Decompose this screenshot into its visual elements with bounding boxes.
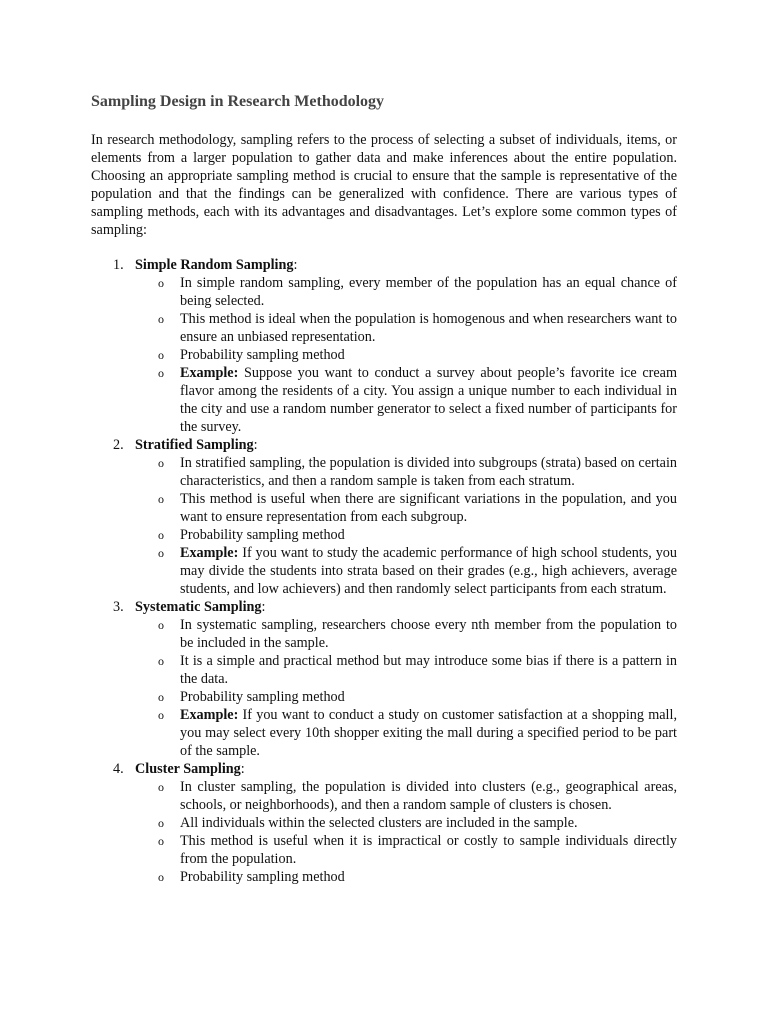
sampling-methods-list [91,256,677,886]
section-number: 3. [113,599,124,615]
bullet-item [91,688,677,706]
bullet-marker: o [158,528,164,542]
bullet-text: All individuals within the selected clusters are included in the sample. [180,815,578,831]
section-name: Systematic Sampling [135,599,262,615]
bullet-marker: o [158,276,164,290]
example-label: Example: [180,365,239,381]
bullet-item [91,616,677,652]
bullet-text: Probability sampling method [180,869,345,885]
bullet-text: Suppose you want to conduct a survey about people’s favorite ice cream flavor among the residents of a city. You assign a unique number to each individual in the city and use a random number generator to select a fixed number of participants for the survey. [180,365,677,435]
bullet-marker: o [158,456,164,470]
bullet-item [91,544,677,598]
section-heading [91,598,677,616]
section-heading [91,256,677,274]
section-name-suffix: : [293,257,298,273]
bullet-marker: o [158,546,164,560]
bullet-item [91,652,677,688]
section-name-suffix: : [261,599,266,615]
bullet-marker: o [158,690,164,704]
section-number: 1. [113,257,124,273]
bullet-text: Probability sampling method [180,347,345,363]
bullet-text: If you want to conduct a study on customer satisfaction at a shopping mall, you may select every 10th shopper exiting the mall during a specified period to be part of the sample. [180,707,677,759]
bullet-item [91,274,677,310]
bullet-item [91,814,677,832]
bullet-text: If you want to study the academic performance of high school students, you may divide the students into strata based on their grades (e.g., high achievers, average students, and low achievers) and then randomly select participants from each stratum. [180,545,677,597]
bullet-text: Probability sampling method [180,689,345,705]
bullet-item [91,454,677,490]
example-label: Example: [180,707,239,723]
section-name: Stratified Sampling [135,437,254,453]
bullet-marker: o [158,654,164,668]
bullet-marker: o [158,348,164,362]
bullet-text: This method is ideal when the population is homogenous and when researchers want to ensure an unbiased representation. [180,311,677,345]
section-number: 4. [113,761,124,777]
bullet-item [91,832,677,868]
section-heading [91,436,677,454]
bullet-marker: o [158,834,164,848]
section-name-suffix: : [240,761,245,777]
bullet-text: In stratified sampling, the population is divided into subgroups (strata) based on certain characteristics, and then a random sample is taken from each stratum. [180,455,677,489]
bullet-item [91,868,677,886]
bullet-item [91,346,677,364]
bullet-item [91,778,677,814]
bullet-text: In systematic sampling, researchers choose every nth member from the population to be included in the sample. [180,617,677,651]
bullet-marker: o [158,816,164,830]
bullet-marker: o [158,708,164,722]
intro-paragraph: In research methodology, sampling refers to the process of selecting a subset of individuals, items, or elements from a larger population to gather data and make inferences about the entire population. Choosing an appropriate sampling method is crucial to ensure that the sample is representative of the population and that the findings can be generalized with confidence. There are various types of sampling methods, each with its advantages and disadvantages. Let’s explore some common types of sampling: [91,132,677,238]
bullet-marker: o [158,366,164,380]
bullet-marker: o [158,870,164,884]
bullet-item [91,706,677,760]
bullet-text: In simple random sampling, every member of the population has an equal chance of being selected. [180,275,677,309]
bullet-text: It is a simple and practical method but may introduce some bias if there is a pattern in the data. [180,653,677,687]
bullet-item [91,310,677,346]
section-name: Simple Random Sampling [135,257,294,273]
bullet-item [91,526,677,544]
bullet-text: This method is useful when there are significant variations in the population, and you want to ensure representation from each subgroup. [180,491,677,525]
section-number: 2. [113,437,124,453]
bullet-item [91,364,677,436]
bullet-text: This method is useful when it is impractical or costly to sample individuals directly from the population. [180,833,677,867]
section-name: Cluster Sampling [135,761,241,777]
bullet-marker: o [158,312,164,326]
example-label: Example: [180,545,239,561]
bullet-item [91,490,677,526]
bullet-marker: o [158,780,164,794]
document-title: Sampling Design in Research Methodology [91,93,385,110]
bullet-text: Probability sampling method [180,527,345,543]
bullet-marker: o [158,492,164,506]
bullet-marker: o [158,618,164,632]
bullet-text: In cluster sampling, the population is divided into clusters (e.g., geographical areas, schools, or neighborhoods), and then a random sample of clusters is chosen. [180,779,677,813]
section-heading [91,760,677,778]
section-name-suffix: : [253,437,258,453]
